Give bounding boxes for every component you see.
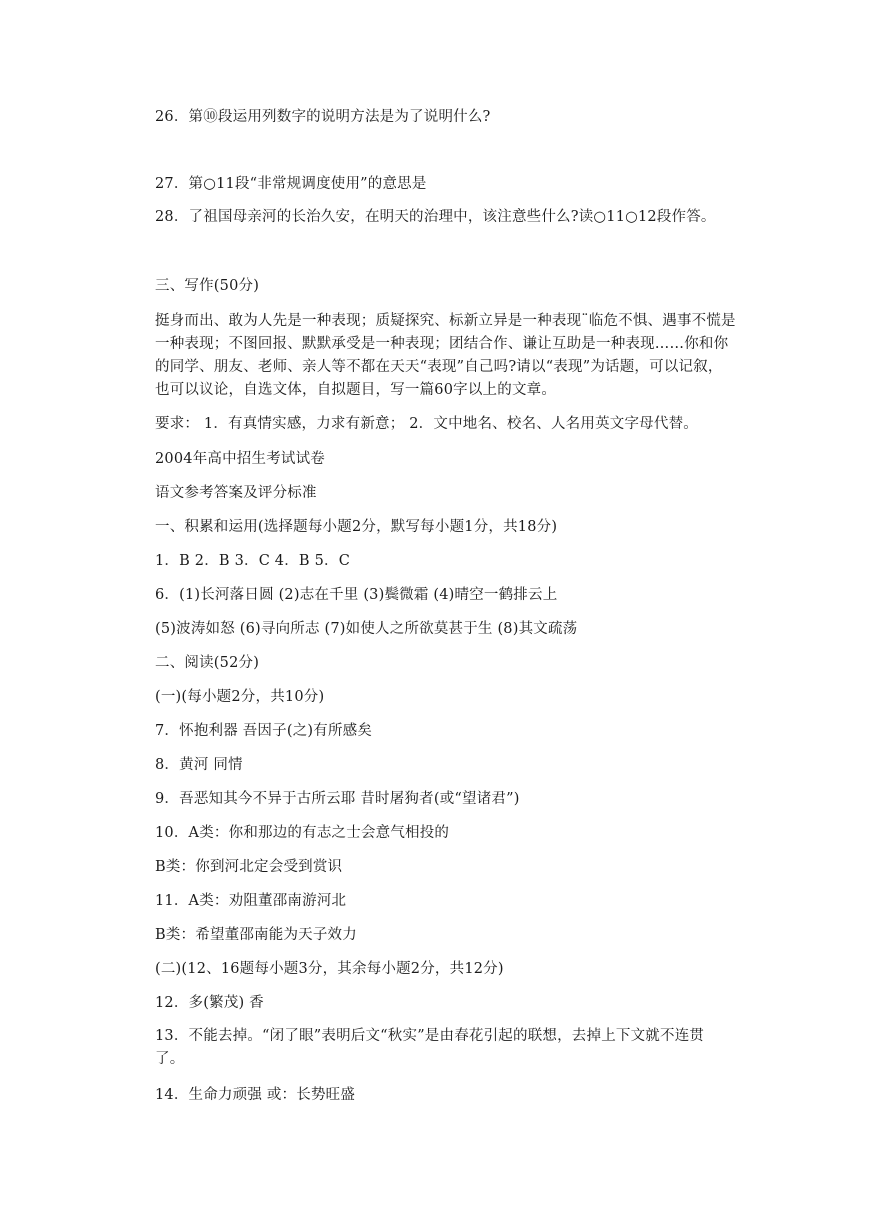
- section-2-heading: 二、阅读(52分): [155, 655, 260, 671]
- answer-11-b: B类：希望董邵南能为天子效力: [155, 927, 357, 943]
- section-1-heading: 一、积累和运用(选择题每小题2分，默写每小题1分，共18分): [155, 519, 558, 535]
- answer-9: 9．吾恶知其今不异于古所云耶 昔时屠狗者(或“望诸君”): [155, 791, 520, 807]
- answer-7: 7．怀抱利器 吾因子(之)有所感矣: [155, 723, 373, 739]
- answer-12: 12．多(繁茂) 香: [155, 995, 264, 1011]
- question-28: 28．了祖国母亲河的长治久安，在明天的治理中，该注意些什么?读○11○12段作答。: [155, 209, 716, 225]
- question-26: 26．第⑩段运用列数字的说明方法是为了说明什么?: [155, 109, 491, 125]
- part-2-heading: (二)(12、16题每小题3分，其余每小题2分，共12分): [155, 961, 504, 977]
- answer-subtitle: 语文参考答案及评分标准: [155, 485, 317, 501]
- answer-13: 13．不能去掉。“闭了眼”表明后文“秋实”是由春花引起的联想，去掉上下文就不连贯 了。: [155, 1028, 705, 1067]
- answer-6-part2: (5)波涛如怒 (6)寻向所志 (7)如使人之所欲莫甚于生 (8)其文疏荡: [155, 621, 578, 637]
- answer-10-a: 10．A类：你和那边的有志之士会意气相投的: [155, 825, 450, 841]
- answer-8: 8．黄河 同情: [155, 757, 243, 773]
- exam-title: 2004年高中招生考试试卷: [155, 451, 326, 467]
- answer-10-b: B类：你到河北定会受到赏识: [155, 859, 343, 875]
- question-27: 27．第○11段“非常规调度使用”的意思是: [155, 176, 427, 192]
- writing-heading: 三、写作(50分): [155, 278, 260, 294]
- answer-6-part1: 6．(1)长河落日圆 (2)志在千里 (3)鬓微霜 (4)晴空一鹤排云上: [155, 587, 558, 603]
- answer-11-a: 11．A类：劝阻董邵南游河北: [155, 893, 347, 909]
- part-1-heading: (一)(每小题2分，共10分): [155, 689, 325, 705]
- answers-1-5: 1．B 2．B 3．C 4．B 5．C: [155, 553, 351, 569]
- writing-prompt: 挺身而出、敢为人先是一种表现；质疑探究、标新立异是一种表现¨临危不惧、遇事不慌是一种表现；不图回报、默默承受是一种表现；团结合作、谦让互助是一种表现……你和你的同学、朋友、老师、亲人等不都在天天“表现”自己吗?请以“表现”为话题，可以记叙，也可以议论，自选文体，自拟题目，写一篇60字以上的文章。: [155, 313, 736, 398]
- writing-requirements: 要求： 1．有真情实感，力求有新意； 2．文中地名、校名、人名用英文字母代替。: [155, 416, 698, 432]
- answer-14: 14．生命力顽强 或：长势旺盛: [155, 1087, 356, 1103]
